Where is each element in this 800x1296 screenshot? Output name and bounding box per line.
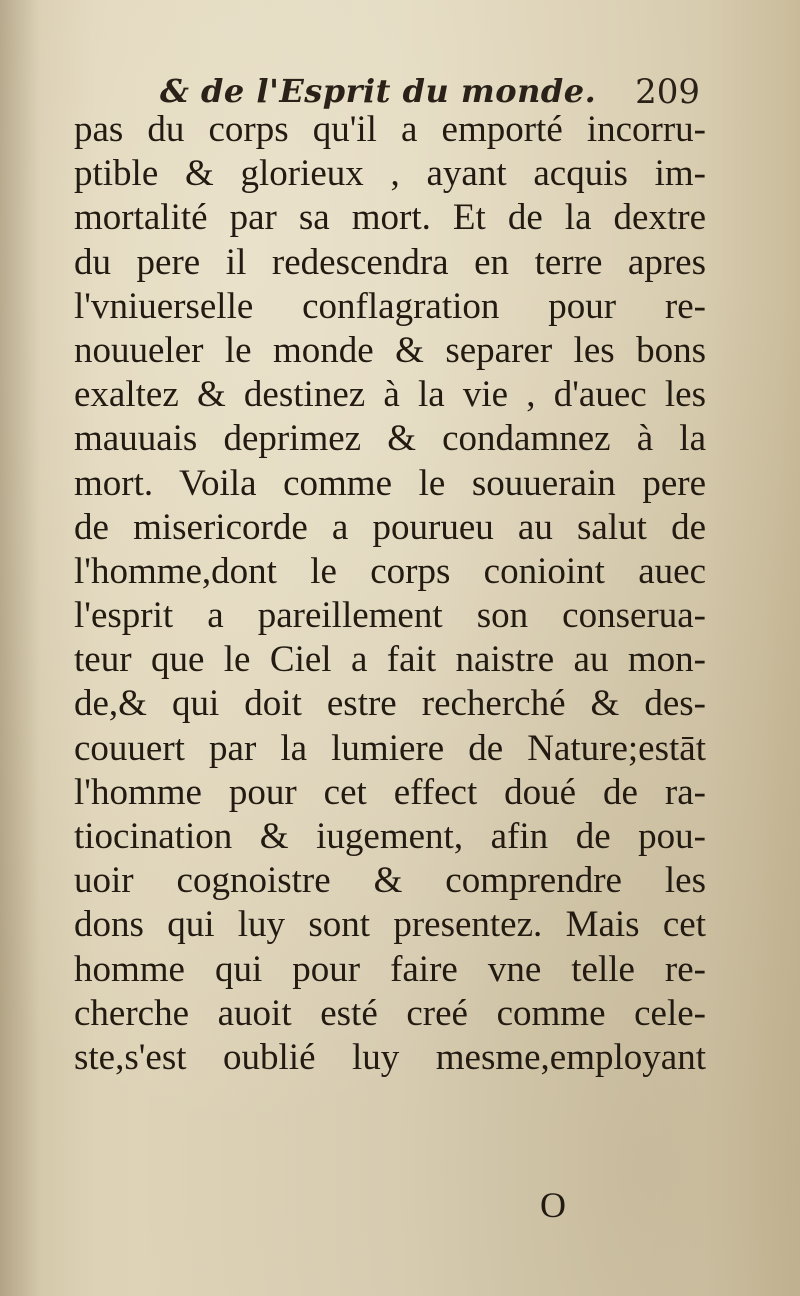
- text-line: l'esprit a pareillement son conserua-: [74, 595, 706, 637]
- text-line: homme qui pour faire vne telle re-: [74, 948, 706, 990]
- text-line: exaltez & destinez à la vie , d'auec les: [74, 374, 706, 416]
- text-line: cherche auoit esté creé comme cele-: [74, 992, 706, 1034]
- text-line: dons qui luy sont presentez. Mais cet: [74, 904, 706, 946]
- text-line: de,& qui doit estre recherché & des-: [74, 683, 706, 725]
- gutter-shadow: [0, 0, 40, 1296]
- text-line: l'homme,dont le corps conioint auec: [74, 550, 706, 592]
- text-line: de misericorde a pourueu au salut de: [74, 506, 706, 548]
- running-title: & de l'Esprit du monde.: [160, 72, 597, 110]
- text-line: mauuais deprimez & condamnez à la: [74, 418, 706, 460]
- text-line: uoir cognoistre & comprendre les: [74, 860, 706, 902]
- text-line: couuert par la lumiere de Nature;estāt: [74, 727, 706, 769]
- text-line: nouueler le monde & separer les bons: [74, 329, 706, 371]
- text-line: mort. Voila comme le souuerain pere: [74, 462, 706, 504]
- text-line: l'homme pour cet effect doué de ra-: [74, 771, 706, 813]
- text-line: teur que le Ciel a fait naistre au mon-: [74, 639, 706, 681]
- text-line: tiocination & iugement, afin de pou-: [74, 816, 706, 857]
- text-line: l'vniuerselle conflagration pour re-: [74, 285, 706, 327]
- text-line: pas du corps qu'il a emporté incorru-: [74, 109, 706, 150]
- text-line: ste,s'est oublié luy mesme,employant: [74, 1036, 706, 1078]
- catchword: O: [540, 1185, 566, 1225]
- text-line: ptible & glorieux , ayant acquis im-: [74, 153, 706, 195]
- page-number: 209: [635, 72, 700, 112]
- text-line: mortalité par sa mort. Et de la dextre: [74, 197, 706, 239]
- body-text: [74, 108, 706, 1080]
- text-line: du pere il redescendra en terre apres: [74, 241, 706, 283]
